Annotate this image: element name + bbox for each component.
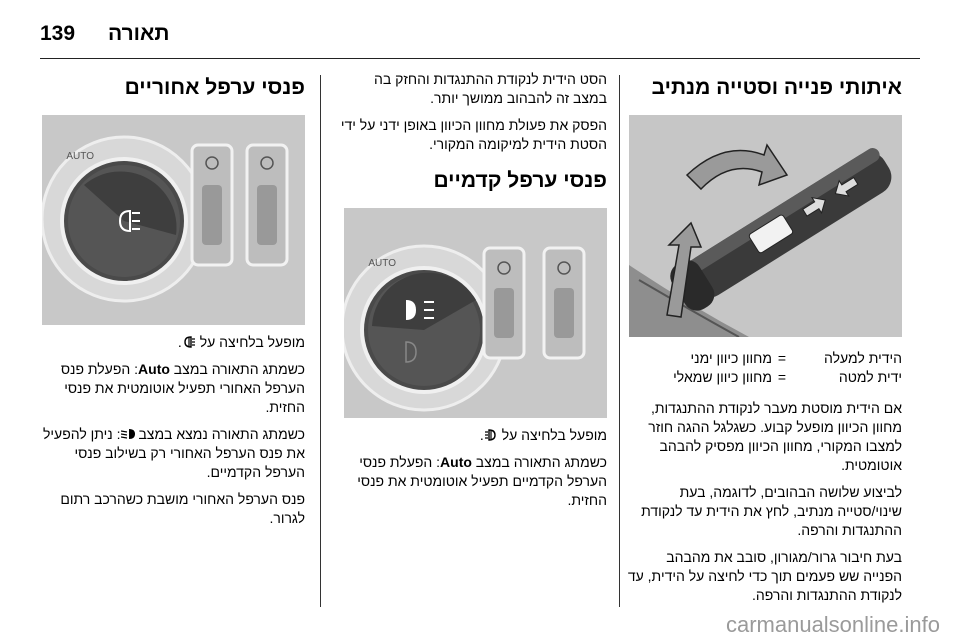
auto-mode-label: Auto (440, 454, 472, 470)
kv-equals: = (777, 350, 787, 366)
kv-equals: = (777, 369, 787, 385)
kv-value: מחוון כיוון ימני (690, 350, 772, 366)
kv-value: מחוון כיוון שמאלי (673, 369, 772, 385)
light-switch-illustration (344, 208, 607, 418)
p-rest: : הפעלת פנס הערפל האחורי תפעיל אוטומטית את פנסי החזית. (60, 361, 305, 415)
paragraph: הסט הידית לנקודת ההתנגדות והחזק בה במצב זה להבהוב ממושך יותר. (373, 71, 607, 106)
turn-signal-section (627, 75, 902, 613)
section-heading: פנסי ערפל אחוריים (124, 76, 305, 99)
p-rest: : ניתן להפעיל את פנס הערפל האחורי רק בשילוב פנסי הערפל הקדמיים. (43, 426, 305, 480)
light-switch-illustration (42, 115, 305, 325)
chapter-title: תאורה (108, 22, 170, 45)
press-text: מופעל בלחיצה על (199, 334, 305, 350)
p-prefix: כשמתג התאורה נמצא במצב (138, 426, 305, 442)
kv-key: ידית למטה (838, 369, 902, 385)
column-divider (619, 75, 620, 607)
header-rule (40, 58, 920, 59)
section-heading: איתותי פנייה וסטייה מנתיב (651, 76, 902, 99)
lever-illustration (629, 115, 902, 337)
kv-key: הידית למעלה (824, 350, 902, 366)
signal-up-row (627, 349, 902, 368)
paragraph: אם הידית מוסטת מעבר לנקודת ההתנגדות, מחוון הכיוון מופעל קבוע. כשגלגל ההגה חוזר למצבו המקורי, מחוון הכיוון מפסיק להבהב אוטומטית. (648, 400, 902, 473)
rear-fog-section (40, 75, 305, 536)
p-prefix: כשמתג התאורה במצב (169, 361, 305, 377)
turn-signal-lever-figure (629, 115, 902, 337)
paragraph: מופעל בלחיצה על . (479, 427, 607, 443)
paragraph (40, 360, 305, 417)
paragraph: מופעל בלחיצה על . (177, 334, 305, 350)
auto-mode-label: Auto (138, 361, 170, 377)
paragraph: לביצוע שלושה הבהובים, לדוגמה, בעת שינוי/סטייה מנתיב, לחץ את הידית עד לנקודת ההתנגדות והרפה. (641, 484, 902, 538)
front-fog-light-icon (484, 427, 498, 439)
auto-label: AUTO (368, 258, 396, 269)
watermark: carmanualsonline.info (725, 612, 940, 637)
rear-fog-switch-figure (42, 115, 305, 325)
page-number: 139 (40, 22, 76, 45)
auto-label: AUTO (66, 151, 94, 162)
p-rest: : הפעלת פנסי הערפל הקדמיים תפעיל אוטומטית את פנסי החזית. (357, 454, 607, 508)
low-beam-icon (121, 426, 135, 438)
paragraph: הפסק את פעולת מחוון הכיוון באופן ידני על ידי הסטת הידית למיקומה המקורי. (340, 117, 607, 152)
front-fog-switch-figure (344, 208, 607, 418)
p-prefix: כשמתג התאורה במצב (471, 454, 607, 470)
paragraph (40, 425, 305, 482)
paragraph: פנס הערפל האחורי מושבת כשהרכב רתום לגרור. (60, 491, 305, 526)
paragraph (337, 453, 607, 510)
rear-fog-light-icon (182, 334, 196, 346)
press-text: מופעל בלחיצה על (501, 427, 607, 443)
section-heading: פנסי ערפל קדמיים (433, 169, 607, 192)
paragraph: בעת חיבור גרור/מגורון, סובב את מהבהב הפנייה שש פעמים תוך כדי לחיצה על הידית, עד לנקודת ההתנגדות והרפה. (627, 549, 902, 603)
signal-down-row (627, 368, 902, 387)
column-divider (320, 75, 321, 607)
front-fog-section (337, 70, 607, 518)
